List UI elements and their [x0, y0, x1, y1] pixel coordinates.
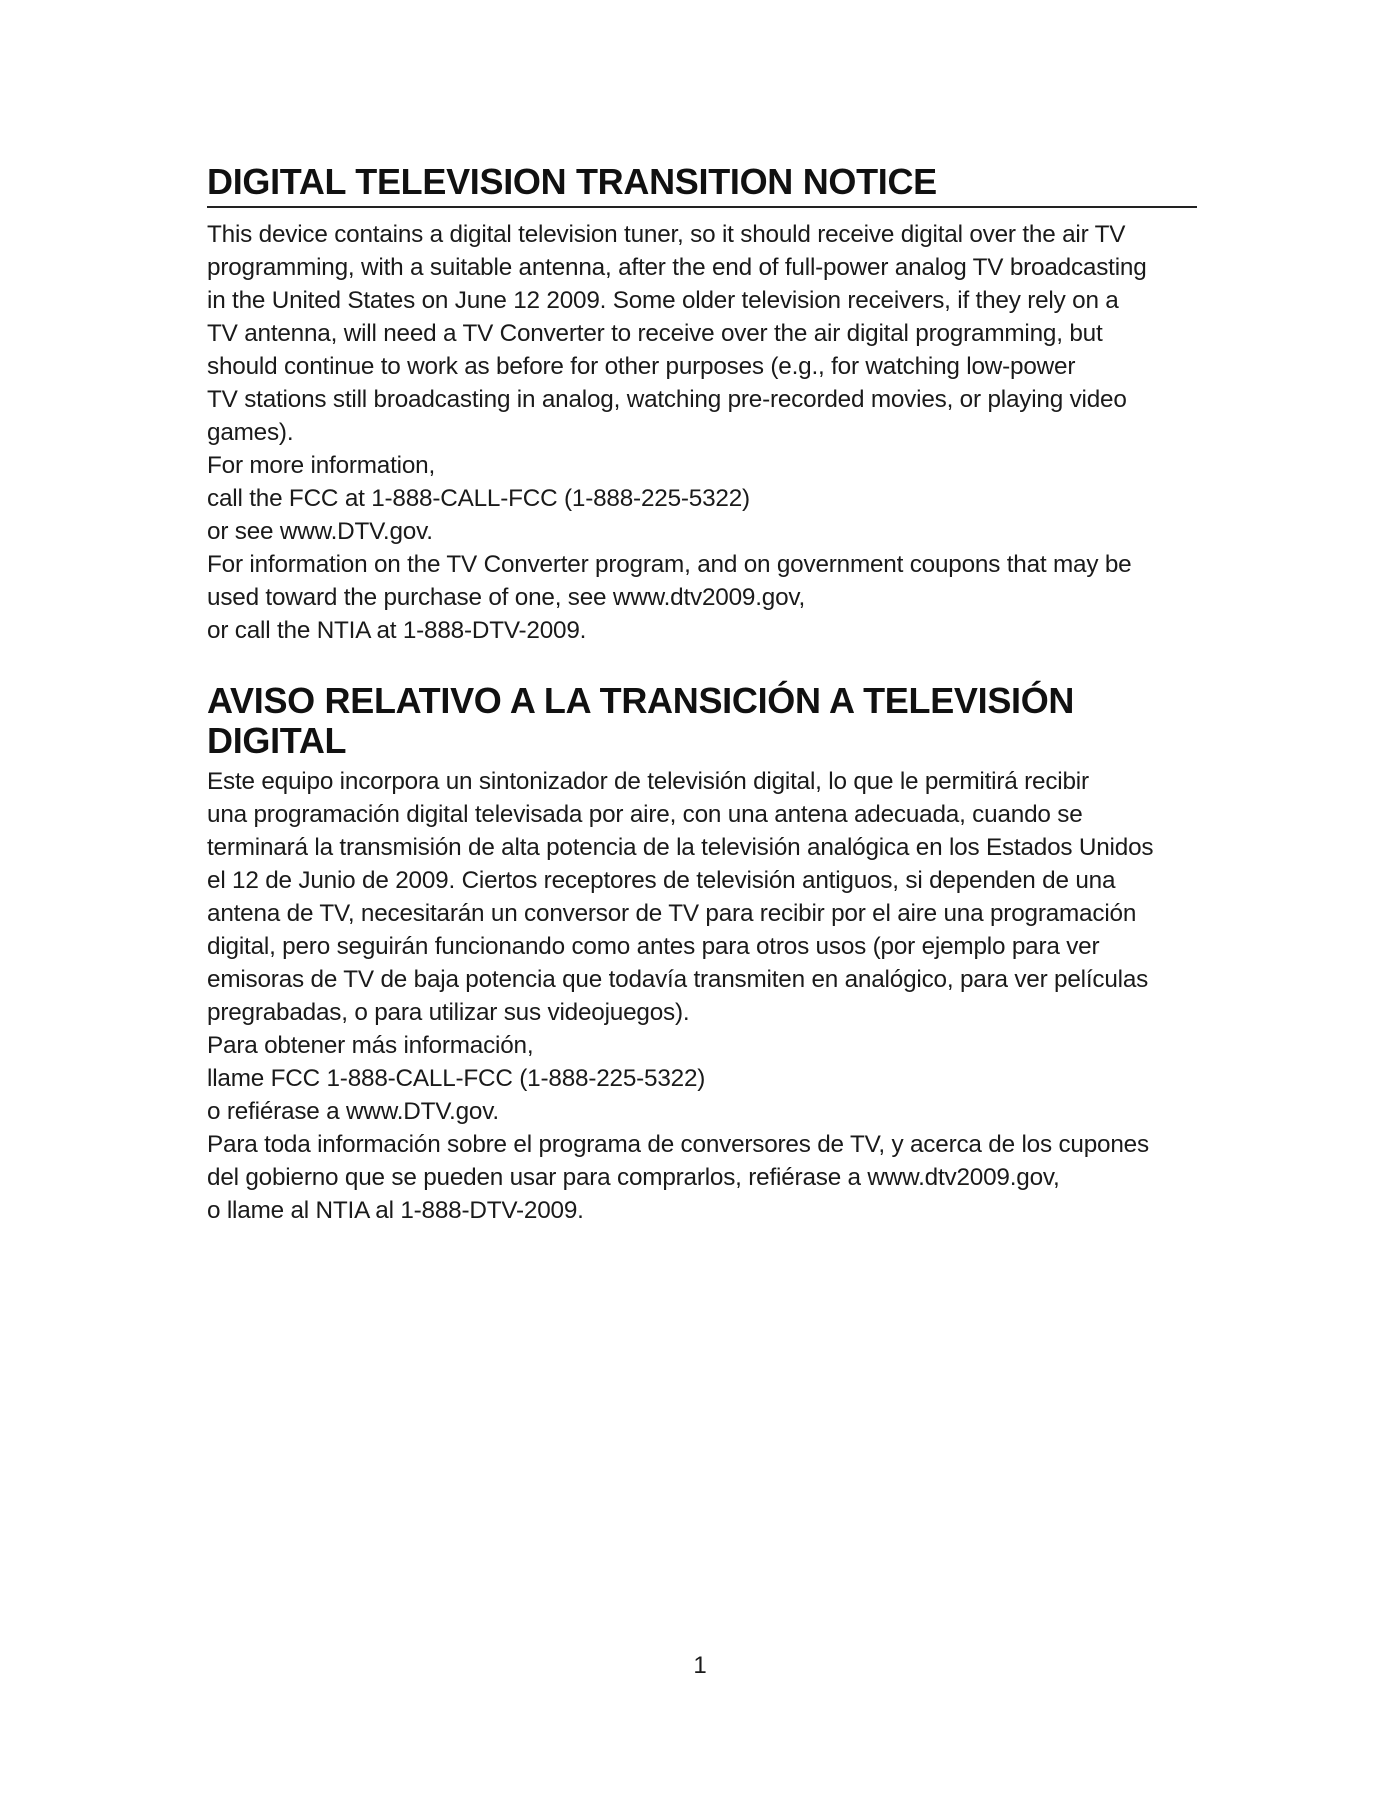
english-line: For information on the TV Converter program, and on government coupons that may be [207, 551, 1132, 578]
spanish-line: digital, pero seguirán funcionando como antes para otros usos (por ejemplo para ver [207, 933, 1100, 960]
spanish-line: o refiérase a www.DTV.gov. [207, 1098, 499, 1125]
spanish-line: o llame al NTIA al 1-888-DTV-2009. [207, 1197, 584, 1224]
english-line: programming, with a suitable antenna, after the end of full-power analog TV broadcasting [207, 254, 1147, 281]
spanish-line: pregrabadas, o para utilizar sus videojuegos). [207, 999, 690, 1026]
english-line: in the United States on June 12 2009. Some older television receivers, if they rely on a [207, 287, 1119, 314]
spanish-line: una programación digital televisada por aire, con una antena adecuada, cuando se [207, 801, 1083, 828]
english-line: For more information, [207, 452, 436, 479]
english-line: call the FCC at 1-888-CALL-FCC (1-888-225-5322) [207, 485, 750, 512]
english-line: TV antenna, will need a TV Converter to receive over the air digital programming, but [207, 320, 1103, 347]
spanish-heading-line: DIGITAL [207, 720, 347, 761]
spanish-line: Para toda información sobre el programa de conversores de TV, y acerca de los cupones [207, 1131, 1149, 1158]
spanish-paragraph [207, 765, 1197, 1227]
spanish-line: terminará la transmisión de alta potencia de la televisión analógica en los Estados Unidos [207, 834, 1154, 861]
page-number: 1 [693, 1652, 707, 1679]
spanish-heading [207, 681, 1197, 761]
spanish-heading-line: AVISO RELATIVO A LA TRANSICIÓN A TELEVISIÓN [207, 680, 1075, 721]
spanish-line: Para obtener más información, [207, 1032, 534, 1059]
english-line: This device contains a digital television tuner, so it should receive digital over the air TV [207, 221, 1126, 248]
english-line: used toward the purchase of one, see www.dtv2009.gov, [207, 584, 806, 611]
english-paragraph [207, 218, 1197, 647]
spanish-line: llame FCC 1-888-CALL-FCC (1-888-225-5322) [207, 1065, 706, 1092]
english-line: TV stations still broadcasting in analog, watching pre-recorded movies, or playing video [207, 386, 1127, 413]
english-line: or call the NTIA at 1-888-DTV-2009. [207, 617, 587, 644]
english-line: games). [207, 419, 294, 446]
english-line: should continue to work as before for other purposes (e.g., for watching low-power [207, 353, 1076, 380]
english-line: or see www.DTV.gov. [207, 518, 433, 545]
spanish-line: Este equipo incorpora un sintonizador de televisión digital, lo que le permitirá recibir [207, 768, 1089, 795]
spanish-line: emisoras de TV de baja potencia que todavía transmiten en analógico, para ver películas [207, 966, 1149, 993]
spanish-line: el 12 de Junio de 2009. Ciertos receptores de televisión antiguos, si dependen de una [207, 867, 1116, 894]
document-body [207, 162, 1197, 1227]
spanish-line: del gobierno que se pueden usar para comprarlos, refiérase a www.dtv2009.gov, [207, 1164, 1060, 1191]
english-heading: DIGITAL TELEVISION TRANSITION NOTICE [207, 162, 1197, 208]
spanish-line: antena de TV, necesitarán un conversor de TV para recibir por el aire una programación [207, 900, 1137, 927]
